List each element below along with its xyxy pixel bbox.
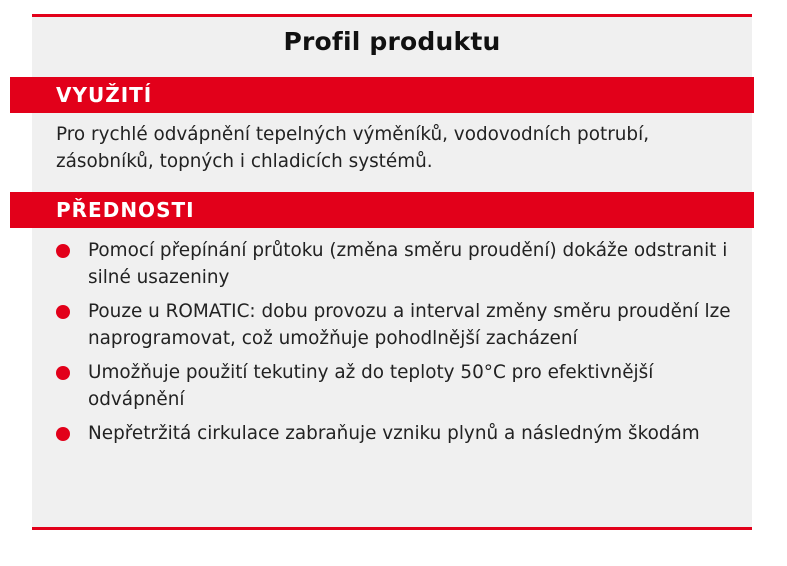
list-item (56, 359, 736, 413)
use-description: Pro rychlé odvápnění tepelných výměníků, vodovodních potrubí, zásobníků, topných i chladicích systémů. (56, 124, 650, 172)
list-item (56, 298, 736, 352)
list-item-text: Nepřetržitá cirkulace zabraňuje vzniku plynů a následným škodám (88, 423, 700, 444)
page-title: Profil produktu (283, 27, 501, 56)
section-heading-advantages: PŘEDNOSTI (10, 192, 754, 228)
bullet-icon (56, 305, 70, 319)
advantages-list (56, 237, 736, 454)
list-item (56, 420, 736, 447)
bullet-icon (56, 366, 70, 380)
section-heading-use: VYUŽITÍ (10, 77, 754, 113)
bullet-icon (56, 244, 70, 258)
bullet-icon (56, 427, 70, 441)
list-item-text: Pomocí přepínání průtoku (změna směru proudění) dokáže odstranit i silné usazeniny (88, 240, 728, 288)
list-item-text: Umožňuje použití tekutiny až do teploty 50°C pro efektivnější odvápnění (88, 362, 654, 410)
list-item (56, 237, 736, 291)
list-item-text: Pouze u ROMATIC: dobu provozu a interval změny směru proudění lze naprogramovat, což umožňuje pohodlnější zacházení (88, 301, 731, 349)
product-profile-card (32, 14, 752, 530)
